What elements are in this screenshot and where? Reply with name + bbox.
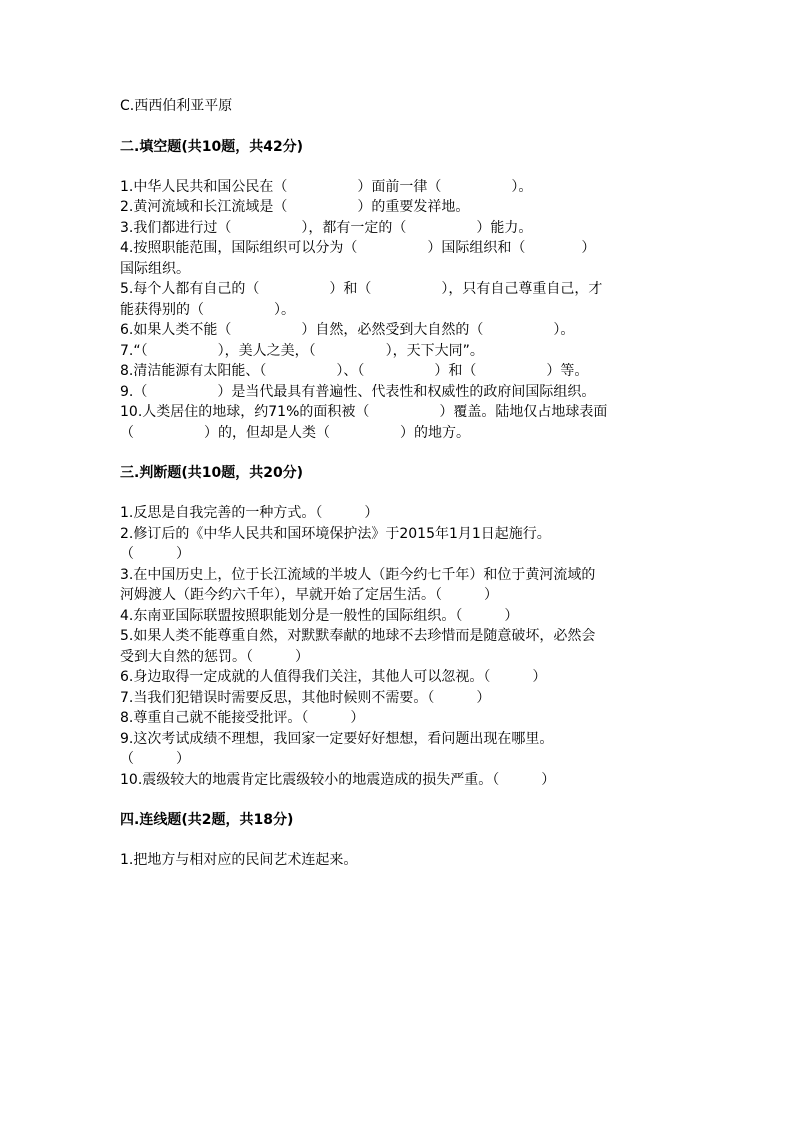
question-line: 5.每个人都有自己的（ ）和（ ），只有自己尊重自己，才 (120, 281, 603, 297)
question-line: 1.反思是自我完善的一种方式。（ ） (120, 505, 379, 521)
question-line: 2.黄河流域和长江流域是（ ）的重要发祥地。 (120, 199, 470, 215)
question-line: 4.东南亚国际联盟按照职能划分是一般性的国际组织。（ ） (120, 607, 519, 624)
question-line: 7.“（ ），美人之美，（ ），天下大同”。 (120, 342, 484, 359)
question-line: 2.修订后的《中华人民共和国环境保护法》于2015年1月1日起施行。 (120, 525, 551, 542)
question-line: 8.清洁能源有太阳能、（ ）、（ ）和（ ）等。 (120, 363, 589, 379)
question-line: 1.把地方与相对应的民间艺术连起来。 (120, 852, 358, 868)
question-line: 3.在中国历史上，位于长江流域的半坡人（距今约七千年）和位于黄河流域的 (120, 566, 596, 583)
question-line: 10.震级较大的地震肯定比震级较小的地震造成的损失严重。（ ） (120, 771, 556, 788)
question-line: 受到大自然的惩罚。（ ） (120, 648, 309, 665)
question-line: 能获得别的（ ）。 (120, 301, 295, 318)
question-line: （ ）的，但却是人类（ ）的地方。 (120, 424, 470, 441)
question-list (120, 177, 680, 444)
question-line: 9.（ ）是当代最具有普遍性、代表性和权威性的政府间国际组织。 (120, 383, 596, 400)
question-line: 8.尊重自己就不能接受批评。（ ） (120, 710, 365, 726)
question-line: 国际组织。 (120, 260, 190, 277)
question-line: 6.如果人类不能（ ）自然，必然受到大自然的（ ）。 (120, 322, 575, 338)
question-line: 1.中华人民共和国公民在（ ）面前一律（ ）。 (120, 178, 533, 195)
question-line: （ ） (120, 546, 190, 562)
question-line: 9.这次考试成绩不理想，我回家一定要好好想想，看问题出现在哪里。 (120, 730, 554, 747)
question-line: 7.当我们犯错误时需要反思，其他时候则不需要。（ ） (120, 689, 491, 706)
question-line: 3.我们都进行过（ ），都有一定的（ ）能力。 (120, 219, 533, 236)
question-line: 4.按照职能范围，国际组织可以分为（ ）国际组织和（ ） (120, 240, 596, 256)
question-list (120, 850, 680, 871)
question-line: 5.如果人类不能尊重自然，对默默奉献的地球不去珍惜而是随意破坏，必然会 (120, 628, 596, 644)
question-line: 10.人类居住的地球，约71%的面积被（ ）覆盖。陆地仅占地球表面 (120, 404, 608, 420)
section-matching (120, 810, 680, 871)
section-heading: 四.连线题(共2题，共18分) (120, 812, 294, 828)
exam-content (120, 96, 680, 871)
question-list (120, 503, 680, 790)
section-true-false (120, 463, 680, 790)
section-heading: 三.判断题(共10题，共20分) (120, 465, 304, 481)
question-line: 河姆渡人（距今约六千年），早就开始了定居生活。（ ） (120, 587, 498, 603)
question-line: 6.身边取得一定成就的人值得我们关注，其他人可以忽视。（ ） (120, 669, 547, 685)
option-c: C.西西伯利亚平原 (120, 98, 233, 114)
question-line: （ ） (120, 751, 190, 767)
section-fill-in (120, 137, 680, 444)
section-heading: 二.填空题(共10题，共42分) (120, 138, 304, 155)
